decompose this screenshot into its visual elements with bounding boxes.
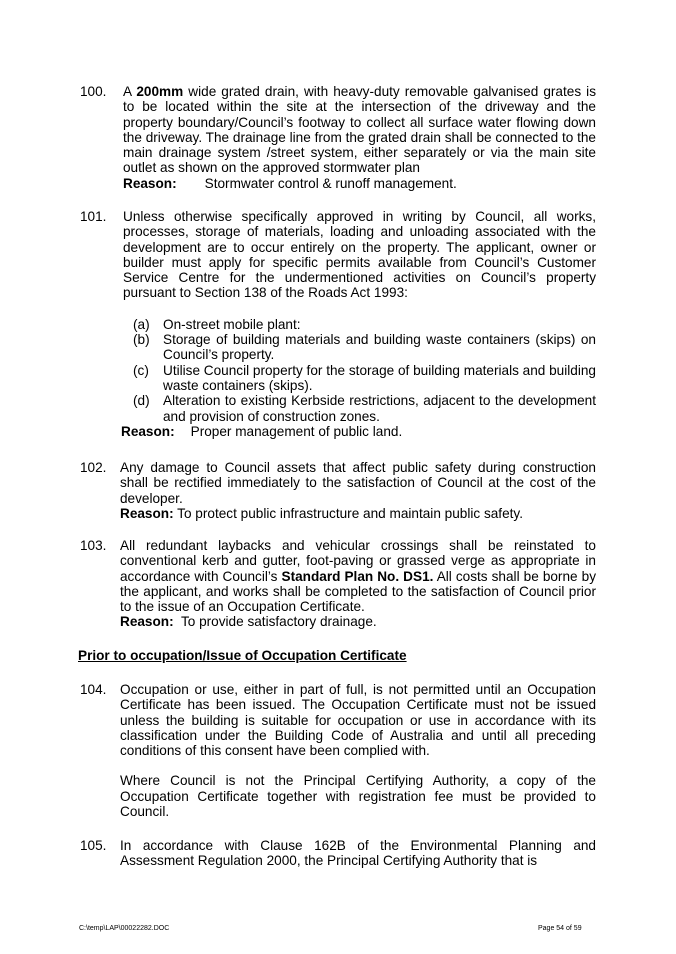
sub-item	[123, 363, 596, 394]
reason-label: Reason:	[120, 505, 174, 521]
sub-item-text: Utilise Council property for the storage of building materials and building waste containers (skips).	[163, 362, 596, 393]
clause-text: Unless otherwise specifically approved in writing by Council, all works, processes, storage of materials, loading and unloading associated with the development are to occur entirely on the property. The applicant, owner or builder must apply for specific permits available from Council’s Customer Service Centre for the undermentioned activities on Council’s property pursuant to Section 138 of the Roads Act 1993:	[123, 209, 596, 301]
sub-item-label: (c)	[133, 362, 149, 378]
footer-page-number: Page 54 of 59	[538, 925, 582, 932]
sub-item	[123, 393, 596, 424]
reason-line	[120, 506, 596, 521]
clause-101	[80, 209, 596, 439]
clause-number: 103.	[80, 538, 107, 553]
sub-item-text: On-street mobile plant:	[163, 316, 301, 332]
sub-item	[123, 317, 596, 332]
clause-number: 105.	[80, 838, 107, 853]
clause-100	[80, 84, 596, 191]
sub-item	[123, 332, 596, 363]
clause-text: Any damage to Council assets that affect public safety during construction shall be rectified immediately to the satisfaction of Council at the cost of the developer.	[120, 460, 596, 506]
clause-text: In accordance with Clause 162B of the Environmental Planning and Assessment Regulation 2000, the Principal Certifying Authority that is	[120, 838, 596, 869]
clause-text: Occupation or use, either in part of full, is not permitted until an Occupation Certificate has been issued. The Occupation Certificate must not be issued unless the building is suitable for occupation or use in accordance with its classification under the Building Code of Australia and until all preceding conditions of this consent have been complied with.	[120, 682, 596, 759]
footer-file-path: C:\temp\LAP\00022282.DOC	[79, 925, 170, 932]
reason-label: Reason:	[120, 614, 174, 630]
sub-item-label: (a)	[133, 316, 150, 332]
clause-104	[80, 682, 596, 819]
clause-text: All redundant laybacks and vehicular crossings shall be reinstated to conventional kerb and gutter, foot-paving or grassed verge as appropriate in accordance with Council’s Standard Plan No. DS1. All costs shall be borne by the applicant, and works shall be completed to the satisfaction of Council prior to the issue of an Occupation Certificate.	[120, 538, 596, 615]
clause-102	[80, 460, 596, 521]
sub-item-label: (d)	[133, 393, 150, 409]
clause-103	[80, 538, 596, 630]
reason-label: Reason:	[123, 175, 177, 191]
clause-number: 102.	[80, 460, 107, 475]
sub-item-text: Storage of building materials and building waste containers (skips) on Council’s property.	[163, 332, 596, 363]
reason-text: To provide satisfactory drainage.	[180, 614, 377, 630]
bold-term: 200mm	[136, 84, 184, 99]
reason-line	[121, 424, 596, 439]
reason-text: Stormwater control & runoff management.	[204, 175, 457, 191]
clause-text-continued: Where Council is not the Principal Certifying Authority, a copy of the Occupation Certificate together with registration fee must be provided to Council.	[120, 773, 596, 820]
bold-term: Standard Plan No. DS1.	[281, 568, 434, 584]
clause-number: 101.	[80, 209, 107, 224]
reason-text: Proper management of public land.	[190, 423, 403, 439]
clause-number: 100.	[80, 84, 107, 99]
reason-label: Reason:	[121, 423, 175, 439]
sub-item-label: (b)	[133, 332, 150, 348]
section-heading: Prior to occupation/Issue of Occupation Certificate	[78, 648, 407, 663]
sub-item-text: Alteration to existing Kerbside restrictions, adjacent to the development and provision of construction zones.	[163, 393, 596, 424]
reason-text: To protect public infrastructure and maintain public safety.	[177, 505, 523, 521]
clause-105	[80, 838, 596, 869]
reason-line	[123, 176, 596, 191]
clause-number: 104.	[80, 682, 107, 697]
reason-line	[120, 614, 596, 629]
clause-text: A 200mm wide grated drain, with heavy-duty removable galvanised grates is to be located within the site at the intersection of the driveway and the property boundary/Council’s footway to collect all surface water flowing down the driveway. The drainage line from the grated drain shall be connected to the main drainage system /street system, either separately or via the main site outlet as shown on the approved stormwater plan	[123, 84, 596, 176]
